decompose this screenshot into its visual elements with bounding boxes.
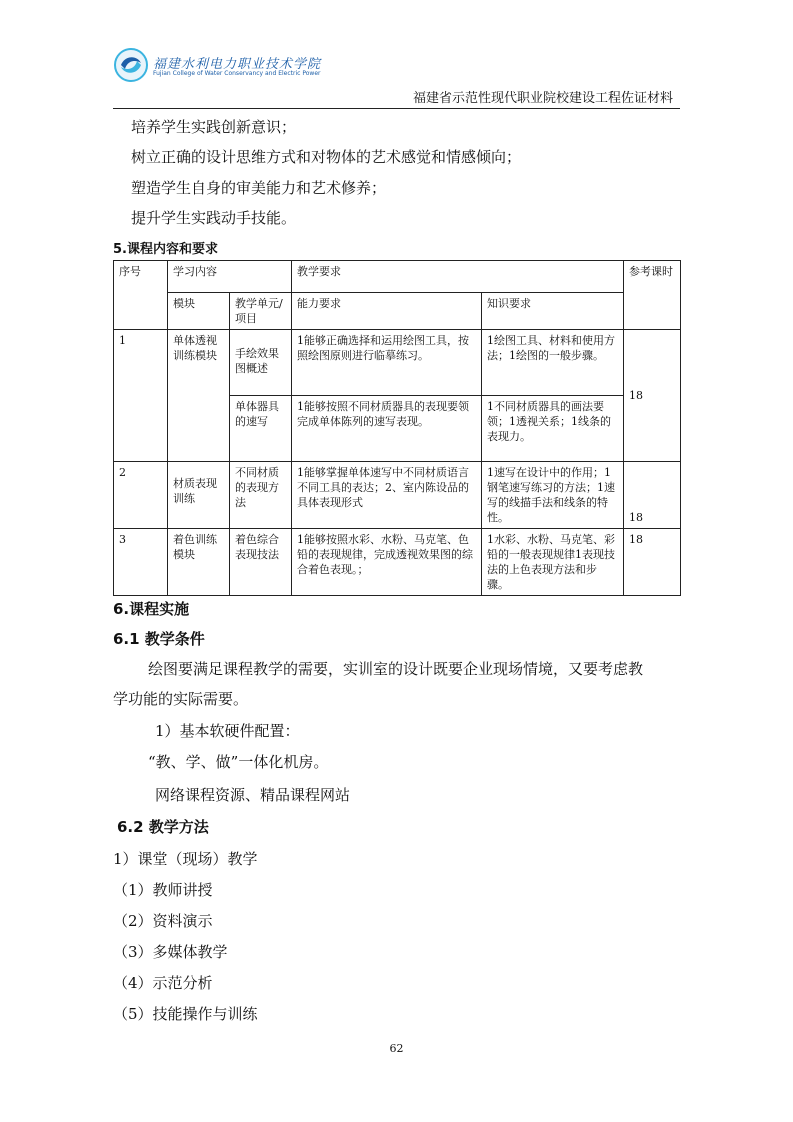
page-number: 62 (389, 1042, 404, 1055)
row-knowledge: 1绘图工具、材料和使用方法；1绘图的一般步骤。 (482, 330, 624, 396)
row-unit: 单体器具的速写 (230, 396, 292, 462)
row-ability: 1能够按照不同材质器具的表现要领完成单体陈列的速写表现。 (292, 396, 482, 462)
table-subheader-row (114, 293, 681, 330)
s61-item: 网络课程资源、精品课程网站 (155, 786, 351, 804)
intro-line: 树立正确的设计思维方式和对物体的艺术感觉和情感倾向； (131, 148, 522, 166)
header-knowledge: 知识要求 (482, 293, 624, 330)
row-hours: 18 (624, 529, 681, 596)
s62-item: （5）技能操作与训练 (113, 1005, 258, 1023)
header-hours: 参考课时 (624, 261, 681, 330)
header-content: 学习内容 (168, 261, 292, 293)
row-seq: 1 (114, 330, 168, 462)
table-row (114, 529, 681, 596)
table-header-row (114, 261, 681, 293)
page-header-title: 福建省示范性现代职业院校建设工程佐证材料 (412, 91, 673, 106)
section-6-title: 6.课程实施 (113, 600, 190, 618)
college-emblem-icon (113, 47, 149, 83)
row-module: 着色训练模块 (168, 529, 230, 596)
s62-item: （3）多媒体教学 (113, 943, 228, 961)
s62-item: （4）示范分析 (113, 974, 213, 992)
header-divider (113, 108, 680, 109)
intro-line: 塑造学生自身的审美能力和艺术修养； (131, 179, 387, 197)
college-logo (113, 47, 322, 89)
row-seq: 2 (114, 462, 168, 529)
s61-paragraph-line: 学功能的实际需要。 (113, 690, 249, 708)
table-row (114, 462, 681, 529)
row-hours: 18 (624, 330, 681, 462)
section-6-2-title: 6.2 教学方法 (117, 818, 209, 836)
header-ability: 能力要求 (292, 293, 482, 330)
row-knowledge: 1速写在设计中的作用；1钢笔速写练习的方法；1速写的线描手法和线条的特性。 (482, 462, 624, 529)
header-unit: 教学单元/项目 (230, 293, 292, 330)
logo-english: Fujian College of Water Conservancy and Electric Power (153, 70, 321, 77)
row-ability: 1能够掌握单体速写中不同材质语言不同工具的表达；2、室内陈设品的具体表现形式 (292, 462, 482, 529)
s62-item: （1）教师讲授 (113, 881, 213, 899)
row-unit: 不同材质的表现方法 (230, 462, 292, 529)
table-row (114, 330, 681, 396)
s62-item: （2）资料演示 (113, 912, 213, 930)
s62-item: 1）课堂（现场）教学 (113, 850, 258, 868)
row-seq: 3 (114, 529, 168, 596)
s61-item: 1）基本软硬件配置： (155, 722, 300, 740)
row-hours: 18 (624, 462, 681, 529)
row-module: 单体透视训练模块 (168, 330, 230, 462)
s61-item: “教、学、做”一体化机房。 (148, 753, 329, 771)
section-6-1-title: 6.1 教学条件 (113, 630, 205, 648)
course-content-table (113, 260, 681, 596)
intro-line: 提升学生实践动手技能。 (131, 209, 297, 227)
header-module: 模块 (168, 293, 230, 330)
row-knowledge: 1不同材质器具的画法要领；1透视关系；1线条的表现力。 (482, 396, 624, 462)
row-module: 材质表现训练 (168, 462, 230, 529)
logo-name: 福建水利电力职业技术学院 (153, 57, 322, 72)
row-ability: 1能够正确选择和运用绘图工具，按照绘图原则进行临摹练习。 (292, 330, 482, 396)
row-ability: 1能够按照水彩、水粉、马克笔、色铅的表现规律，完成透视效果图的综合着色表现。； (292, 529, 482, 596)
intro-line: 培养学生实践创新意识； (131, 118, 297, 136)
s61-paragraph-line: 绘图要满足课程教学的需要，实训室的设计既要企业现场情境，又要考虑教 (148, 660, 644, 678)
header-seq: 序号 (114, 261, 168, 330)
section-5-title: 5.课程内容和要求 (113, 242, 218, 257)
row-unit: 着色综合表现技法 (230, 529, 292, 596)
row-knowledge: 1水彩、水粉、马克笔、彩铅的一般表现规律1表现技法的上色表现方法和步骤。 (482, 529, 624, 596)
header-requirements: 教学要求 (292, 261, 624, 293)
row-unit: 手绘效果图概述 (230, 330, 292, 396)
